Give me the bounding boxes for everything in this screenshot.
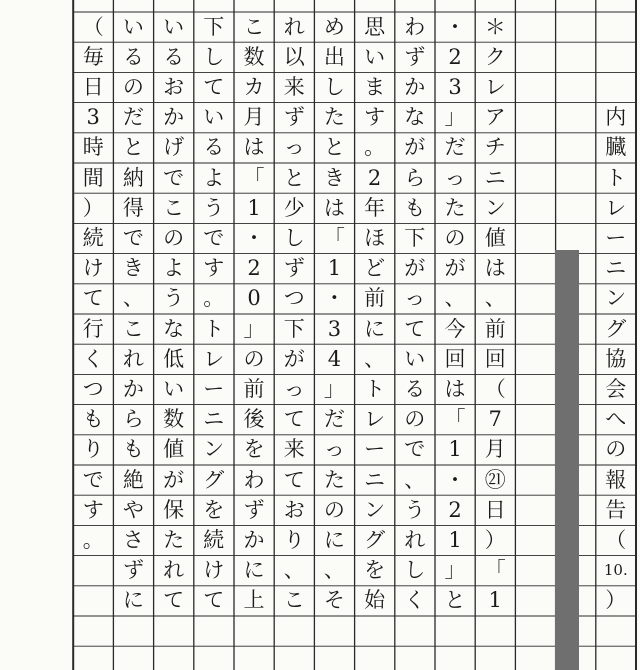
glyph-cell: 。 xyxy=(203,286,225,311)
glyph-cell: っ xyxy=(323,437,345,462)
glyph-cell: 以 xyxy=(283,44,305,69)
glyph-cell: チ xyxy=(484,135,506,160)
glyph-cell: し xyxy=(323,74,345,99)
glyph-cell: で xyxy=(404,437,426,462)
glyph-cell: っ xyxy=(404,286,426,311)
glyph-cell: に xyxy=(122,588,144,613)
glyph-cell: の xyxy=(404,407,426,432)
glyph-cell: 。 xyxy=(364,135,386,160)
glyph-cell: て xyxy=(82,286,104,311)
glyph-cell: 2 xyxy=(247,256,261,281)
glyph-cell: ず xyxy=(404,44,426,69)
glyph-cell: ト xyxy=(203,316,225,341)
glyph-cell: て xyxy=(203,74,225,99)
glyph-cell: ー xyxy=(605,225,627,250)
glyph-cell: で xyxy=(122,225,144,250)
glyph-cell: グ xyxy=(364,527,386,552)
glyph-cell: ら xyxy=(404,165,426,190)
glyph-cell: だ xyxy=(323,407,345,432)
glyph-cell: 1 xyxy=(247,195,261,220)
glyph-cell: こ xyxy=(283,588,305,613)
glyph-cell: け xyxy=(203,558,225,583)
glyph-cell: 前 xyxy=(243,376,265,401)
glyph-cell: つ xyxy=(82,376,104,401)
glyph-cell: ・ xyxy=(323,286,345,311)
glyph-cell: 1 xyxy=(488,588,502,613)
glyph-cell: て xyxy=(404,316,426,341)
glyph-cell: れ xyxy=(283,14,305,39)
glyph-cell: を xyxy=(203,497,225,522)
glyph-cell: ニ xyxy=(364,467,386,492)
glyph-cell: す xyxy=(203,256,225,281)
glyph-cell: 「 xyxy=(444,407,466,432)
glyph-cell: に xyxy=(323,527,345,552)
glyph-cell: が xyxy=(163,467,185,492)
glyph-cell: 、 xyxy=(283,558,305,583)
glyph-cell: 前 xyxy=(364,286,386,311)
glyph-cell: そ xyxy=(323,588,345,613)
glyph-cell: し xyxy=(404,558,426,583)
glyph-cell: て xyxy=(163,588,185,613)
glyph-cell: 内 xyxy=(605,105,627,130)
glyph-cell: を xyxy=(364,558,386,583)
glyph-cell: ー xyxy=(203,376,225,401)
glyph-cell: さ xyxy=(122,527,144,552)
glyph-cell: ） xyxy=(605,588,627,613)
glyph-cell: 後 xyxy=(243,407,265,432)
glyph-cell: 今 xyxy=(444,316,466,341)
glyph-cell: へ xyxy=(605,407,627,432)
glyph-cell: レ xyxy=(203,346,225,371)
glyph-cell: こ xyxy=(163,195,185,220)
glyph-cell: ア xyxy=(484,105,506,130)
glyph-cell: た xyxy=(444,195,466,220)
glyph-cell: 日 xyxy=(484,497,506,522)
glyph-cell: や xyxy=(122,497,144,522)
glyph-cell: レ xyxy=(484,74,506,99)
glyph-cell: し xyxy=(283,225,305,250)
glyph-cell: グ xyxy=(605,316,627,341)
glyph-cell: 納 xyxy=(122,165,144,190)
glyph-cell: 回 xyxy=(444,346,466,371)
glyph-cell: 保 xyxy=(163,497,185,522)
glyph-cell: （ xyxy=(605,527,627,552)
glyph-cell: が xyxy=(404,135,426,160)
glyph-cell: ニ xyxy=(605,256,627,281)
glyph-cell: ト xyxy=(605,165,627,190)
glyph-cell: グ xyxy=(203,467,225,492)
glyph-cell: だ xyxy=(444,135,466,160)
glyph-cell: て xyxy=(203,588,225,613)
glyph-cell: 毎 xyxy=(82,44,104,69)
glyph-cell: ほ xyxy=(364,225,386,250)
glyph-cell: 、 xyxy=(323,558,345,583)
redaction-bar xyxy=(555,250,579,670)
glyph-cell: 下 xyxy=(203,14,225,39)
glyph-cell: の xyxy=(122,74,144,99)
glyph-cell: う xyxy=(163,286,185,311)
glyph-cell: と xyxy=(122,135,144,160)
glyph-cell: ン xyxy=(203,437,225,462)
glyph-cell: く xyxy=(404,588,426,613)
glyph-cell: 。 xyxy=(82,527,104,552)
glyph-cell: 」 xyxy=(323,376,345,401)
glyph-cell: 1 xyxy=(448,527,462,552)
glyph-cell: は xyxy=(243,135,265,160)
glyph-cell: ン xyxy=(605,286,627,311)
glyph-cell: 会 xyxy=(605,376,627,401)
glyph-cell: は xyxy=(444,376,466,401)
glyph-cell: よ xyxy=(203,165,225,190)
glyph-cell: 3 xyxy=(448,74,462,99)
glyph-cell: 来 xyxy=(283,74,305,99)
glyph-cell: を xyxy=(243,437,265,462)
glyph-cell: い xyxy=(364,44,386,69)
glyph-cell: っ xyxy=(444,165,466,190)
glyph-cell: ・ xyxy=(444,14,466,39)
glyph-cell: ） xyxy=(82,195,104,220)
glyph-cell: て xyxy=(283,407,305,432)
glyph-cell: 」 xyxy=(444,558,466,583)
glyph-cell: し xyxy=(203,44,225,69)
glyph-cell: ニ xyxy=(203,407,225,432)
glyph-cell: （ xyxy=(82,14,104,39)
glyph-cell: れ xyxy=(163,558,185,583)
glyph-cell: 2 xyxy=(367,165,382,190)
glyph-cell: レ xyxy=(605,195,627,220)
glyph-cell: ら xyxy=(122,407,144,432)
glyph-cell: た xyxy=(323,467,345,492)
glyph-cell: 、 xyxy=(364,346,386,371)
glyph-cell: 10. xyxy=(603,561,628,580)
glyph-cell: と xyxy=(323,135,345,160)
glyph-cell: た xyxy=(163,527,185,552)
glyph-cell: ㉑ xyxy=(484,467,506,492)
glyph-cell: の xyxy=(163,225,185,250)
glyph-cell: い xyxy=(404,346,426,371)
glyph-cell: の xyxy=(605,437,627,462)
glyph-cell: 年 xyxy=(364,195,386,220)
glyph-cell: ト xyxy=(364,376,386,401)
glyph-cell: 、 xyxy=(484,286,506,311)
glyph-cell: 間 xyxy=(82,165,104,190)
glyph-cell: ー xyxy=(364,437,386,462)
glyph-cell: 、 xyxy=(444,286,466,311)
glyph-cell: 3 xyxy=(86,105,100,130)
glyph-cell: 、 xyxy=(404,467,426,492)
glyph-cell: く xyxy=(82,346,104,371)
glyph-cell: 報 xyxy=(605,467,627,492)
glyph-cell: 行 xyxy=(82,316,104,341)
glyph-cell: 続 xyxy=(82,225,104,250)
glyph-cell: 臓 xyxy=(605,135,627,160)
glyph-cell: げ xyxy=(163,135,185,160)
glyph-cell: 、 xyxy=(122,286,144,311)
glyph-cell: 少 xyxy=(283,195,305,220)
glyph-cell: は xyxy=(323,195,345,220)
glyph-cell: っ xyxy=(283,376,305,401)
glyph-cell: 来 xyxy=(283,437,305,462)
glyph-cell: 始 xyxy=(364,588,386,613)
glyph-cell: お xyxy=(283,497,305,522)
glyph-cell: ク xyxy=(484,44,506,69)
glyph-cell: だ xyxy=(122,105,144,130)
glyph-cell: 」 xyxy=(444,105,466,130)
glyph-cell: た xyxy=(323,105,345,130)
glyph-cell: か xyxy=(243,527,265,552)
glyph-cell: 数 xyxy=(243,44,265,69)
glyph-cell: が xyxy=(444,256,466,281)
glyph-cell: お xyxy=(163,74,185,99)
glyph-cell: の xyxy=(444,225,466,250)
glyph-cell: 3 xyxy=(327,316,342,341)
glyph-cell: か xyxy=(163,105,185,130)
glyph-cell: す xyxy=(364,105,386,130)
glyph-cell: ず xyxy=(283,256,305,281)
glyph-cell: こ xyxy=(243,14,265,39)
glyph-cell: 7 xyxy=(488,407,502,432)
glyph-cell: う xyxy=(203,195,225,220)
glyph-cell: も xyxy=(122,437,144,462)
glyph-cell: き xyxy=(323,165,345,190)
glyph-cell: 月 xyxy=(243,105,265,130)
glyph-cell: け xyxy=(82,256,104,281)
glyph-cell: 時 xyxy=(82,135,104,160)
glyph-cell: め xyxy=(323,14,345,39)
glyph-cell: （ xyxy=(484,376,506,401)
glyph-cell: り xyxy=(82,437,104,462)
glyph-cell: 日 xyxy=(82,74,104,99)
glyph-cell: 「 xyxy=(323,225,345,250)
glyph-cell: 回 xyxy=(484,346,506,371)
glyph-cell: よ xyxy=(163,256,185,281)
glyph-cell: 1 xyxy=(448,437,462,462)
glyph-cell: も xyxy=(404,195,426,220)
glyph-cell: の xyxy=(243,346,265,371)
glyph-cell: 告 xyxy=(605,497,627,522)
glyph-cell: な xyxy=(404,105,426,130)
glyph-cell: 協 xyxy=(605,346,627,371)
glyph-cell: 値 xyxy=(163,437,185,462)
glyph-cell: 値 xyxy=(484,225,506,250)
glyph-cell: 」 xyxy=(243,316,265,341)
glyph-cell: す xyxy=(82,497,104,522)
glyph-cell: で xyxy=(203,225,225,250)
glyph-cell: で xyxy=(163,165,185,190)
glyph-cell: ＊ xyxy=(484,14,506,39)
glyph-cell: と xyxy=(444,588,466,613)
glyph-cell: い xyxy=(163,14,185,39)
glyph-cell: れ xyxy=(404,527,426,552)
glyph-cell: ど xyxy=(364,256,386,281)
glyph-cell: ま xyxy=(364,74,386,99)
glyph-cell: 上 xyxy=(243,588,265,613)
glyph-cell: わ xyxy=(404,14,426,39)
glyph-cell: る xyxy=(163,44,185,69)
glyph-cell: っ xyxy=(283,135,305,160)
glyph-cell: は xyxy=(484,256,506,281)
glyph-cell: ン xyxy=(364,497,386,522)
glyph-cell: カ xyxy=(243,74,265,99)
glyph-cell: レ xyxy=(364,407,386,432)
glyph-cell: れ xyxy=(122,346,144,371)
glyph-cell: て xyxy=(283,467,305,492)
glyph-cell: に xyxy=(364,316,386,341)
glyph-cell: る xyxy=(404,376,426,401)
glyph-cell: 1 xyxy=(327,256,342,281)
glyph-cell: こ xyxy=(122,316,144,341)
glyph-cell: 思 xyxy=(364,14,386,39)
glyph-cell: 低 xyxy=(163,346,185,371)
glyph-cell: 0 xyxy=(247,286,261,311)
glyph-cell: い xyxy=(203,105,225,130)
glyph-cell: も xyxy=(82,407,104,432)
glyph-cell: り xyxy=(283,527,305,552)
glyph-cell: が xyxy=(283,346,305,371)
glyph-cell: 下 xyxy=(404,225,426,250)
glyph-cell: 「 xyxy=(484,558,506,583)
glyph-cell: の xyxy=(323,497,345,522)
glyph-cell: 2 xyxy=(448,44,462,69)
glyph-cell: 下 xyxy=(283,316,305,341)
glyph-cell: る xyxy=(203,135,225,160)
glyph-cell: と xyxy=(283,165,305,190)
glyph-cell: ・ xyxy=(444,467,466,492)
glyph-cell: る xyxy=(122,44,144,69)
glyph-cell: つ xyxy=(283,286,305,311)
glyph-cell: が xyxy=(404,256,426,281)
glyph-cell: 続 xyxy=(203,527,225,552)
glyph-cell: 月 xyxy=(484,437,506,462)
glyph-cell: い xyxy=(163,376,185,401)
glyph-cell: ニ xyxy=(484,165,506,190)
glyph-cell: 2 xyxy=(448,497,462,522)
glyph-cell: 「 xyxy=(243,165,265,190)
glyph-cell: 数 xyxy=(163,407,185,432)
glyph-cell: ず xyxy=(243,497,265,522)
glyph-cell: う xyxy=(404,497,426,522)
glyph-cell: で xyxy=(82,467,104,492)
glyph-cell: 出 xyxy=(323,44,345,69)
glyph-cell: ） xyxy=(484,527,506,552)
glyph-cell: ず xyxy=(122,558,144,583)
glyph-cell: ン xyxy=(484,195,506,220)
glyph-cell: 前 xyxy=(484,316,506,341)
glyph-cell: い xyxy=(122,14,144,39)
glyph-cell: ず xyxy=(283,105,305,130)
glyph-cell: か xyxy=(122,376,144,401)
glyph-cell: に xyxy=(243,558,265,583)
glyph-cell: き xyxy=(122,256,144,281)
glyph-cell: 絶 xyxy=(122,467,144,492)
glyph-cell: 得 xyxy=(122,195,144,220)
glyph-cell: ・ xyxy=(243,225,265,250)
glyph-cell: か xyxy=(404,74,426,99)
glyph-cell: な xyxy=(163,316,185,341)
glyph-cell: 4 xyxy=(327,346,342,371)
glyph-cell: わ xyxy=(243,467,265,492)
